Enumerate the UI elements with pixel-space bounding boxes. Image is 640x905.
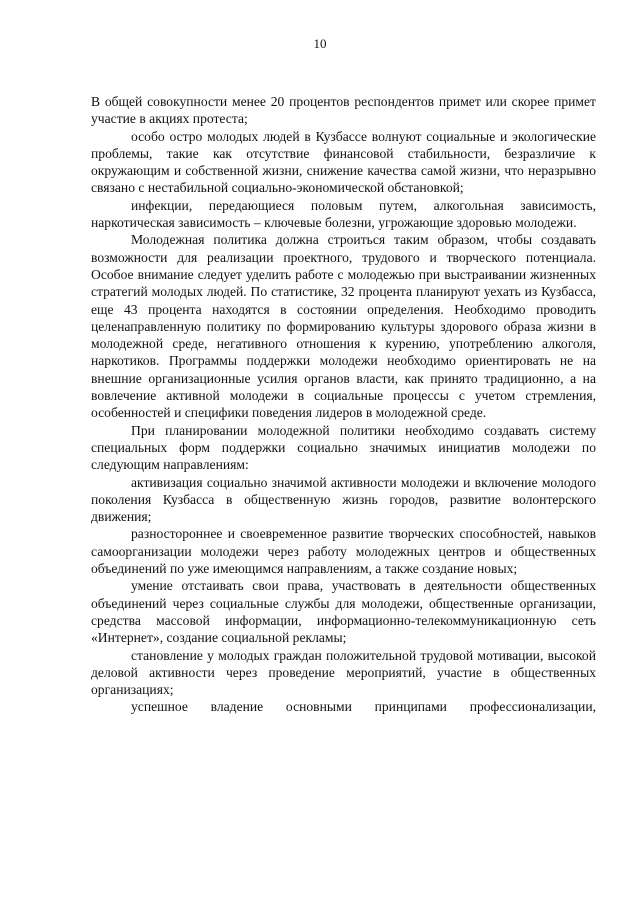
paragraph: При планировании молодежной политики необходимо создавать систему специальных форм поддержки социально значимых инициатив молодежи по следующим направлениям: bbox=[91, 422, 596, 473]
list-item: разностороннее и своевременное развитие творческих способностей, навыков самоорганизации молодежи через работу молодежных центров и общественных объединений по уже имеющимся направлениям, а также создание новых; bbox=[91, 526, 596, 577]
paragraph: особо остро молодых людей в Кузбассе волнуют социальные и экологические проблемы, такие как отсутствие финансовой стабильности, безразличие к окружающим и собственной жизни, снижение качества самой жизни, что неразрывно связано с нестабильной социально-экономической обстановкой; bbox=[91, 128, 596, 196]
list-item: активизация социально значимой активности молодежи и включение молодого поколения Кузбасса в общественную жизнь городов, развитие волонтерского движения; bbox=[91, 474, 596, 525]
page-number: 10 bbox=[313, 36, 327, 51]
paragraph: Молодежная политика должна строиться таким образом, чтобы создавать возможности для реализации проектного, трудового и творческого потенциала. Особое внимание следует уделить работе с молодежью при выстраивании жизненных стратегий молодых людей. По статистике, 32 процента планируют уехать из Кузбасса, еще 43 процента находятся в состоянии определения. Необходимо проводить целенаправленную политику по формированию культуры здорового образа жизни в молодежной среде, негативного отношения к курению, употреблению алкоголя, наркотиков. Программы поддержки молодежи необходимо ориентировать не на внешние организационные усилия органов власти, как принято традиционно, а на вовлечение активной молодежи в социальные процессы с учетом стремления, особенностей и специфики поведения лидеров в молодежной среде. bbox=[91, 232, 596, 421]
body-text bbox=[91, 93, 596, 716]
paragraph: В общей совокупности менее 20 процентов респондентов примет или скорее примет участие в акциях протеста; bbox=[91, 94, 596, 127]
list-item: успешное владение основными принципами профессионализации, bbox=[131, 699, 596, 715]
list-item: становление у молодых граждан положительной трудовой мотивации, высокой деловой активности через проведение мероприятий, участие в общественных организациях; bbox=[91, 647, 596, 698]
list-item: умение отстаивать свои права, участвовать в деятельности общественных объединений через социальные службы для молодежи, общественные организации, средства массовой информации, информационно-телекоммуникационную сеть «Интернет», создание социальной рекламы; bbox=[91, 578, 596, 646]
paragraph: инфекции, передающиеся половым путем, алкогольная зависимость, наркотическая зависимость – ключевые болезни, угрожающие здоровью молодежи. bbox=[91, 197, 596, 231]
